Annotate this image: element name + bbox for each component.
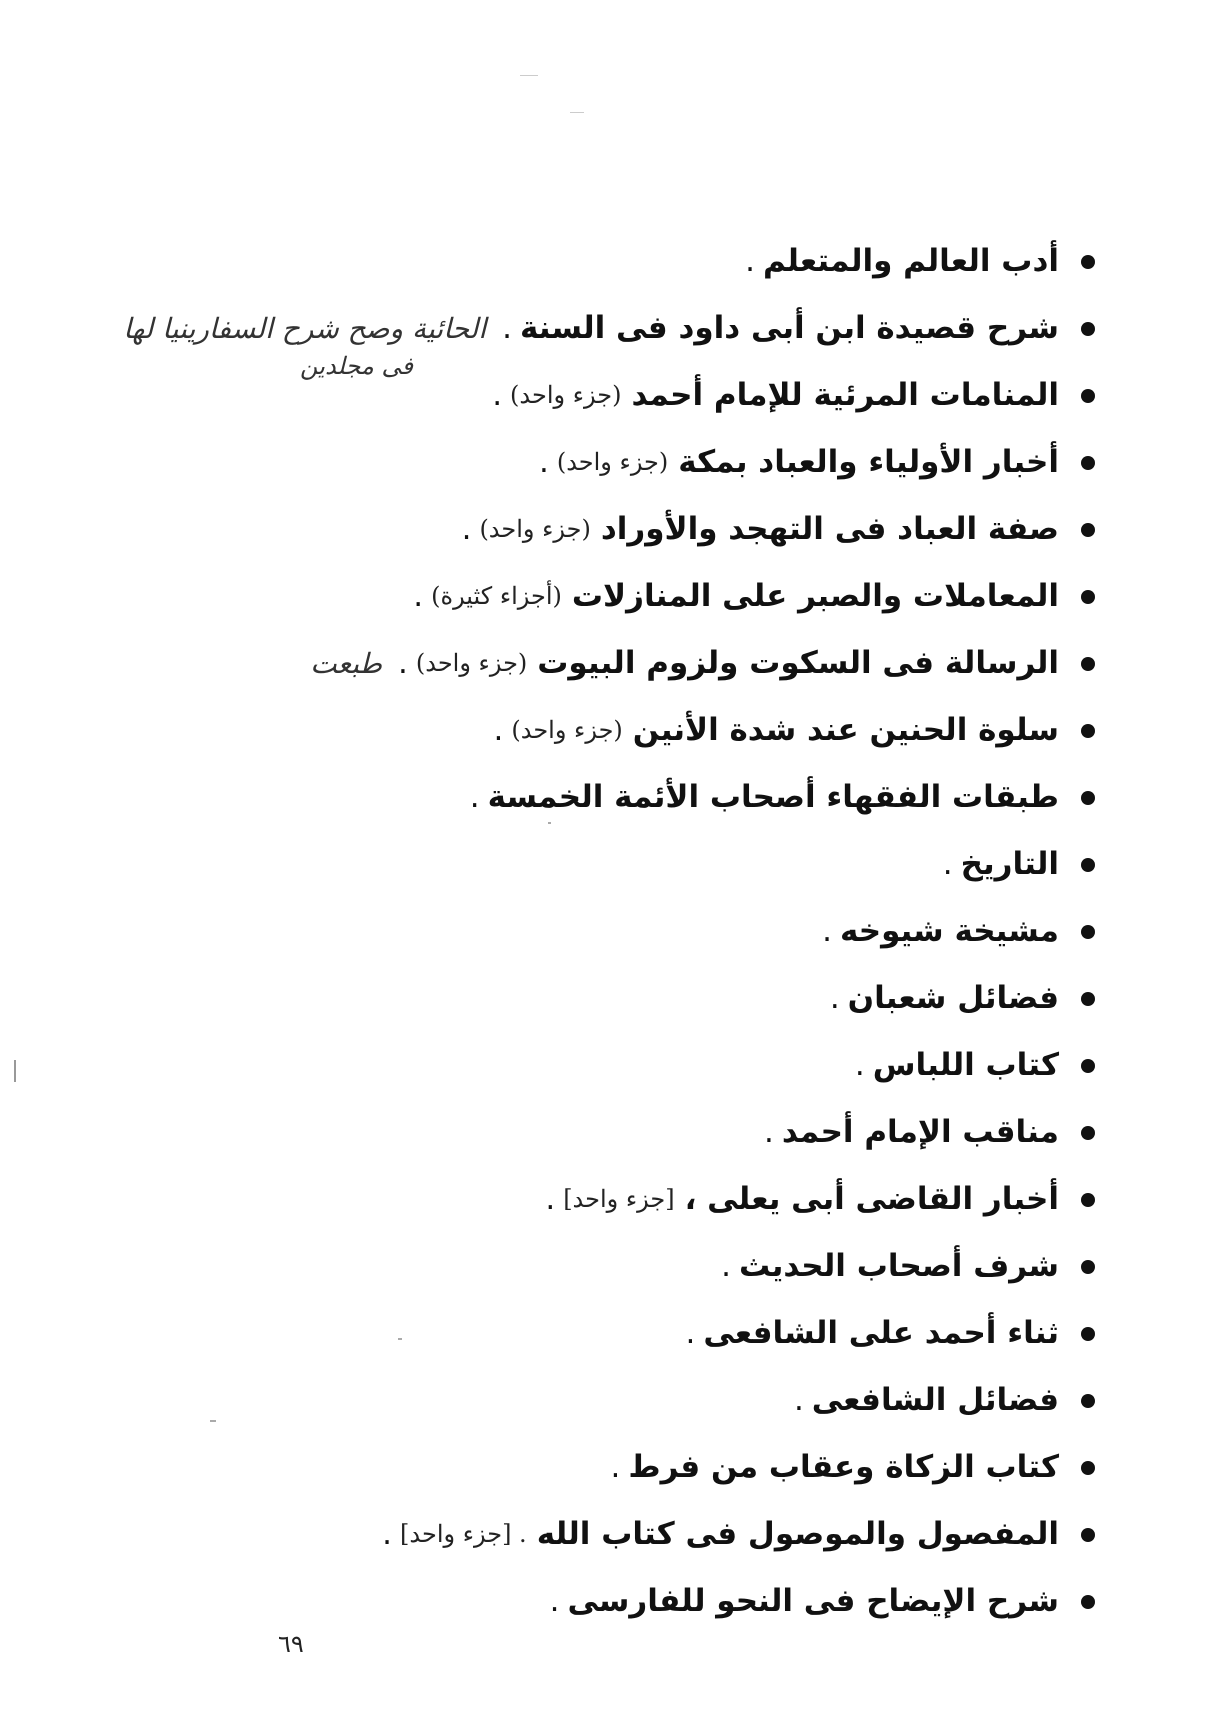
- list-item: [95, 764, 1095, 831]
- book-title: شرف أصحاب الحديث: [738, 1248, 1059, 1284]
- item-end-mark: .: [745, 243, 755, 279]
- book-title: صفة العباد فى التهجد والأوراد: [600, 511, 1059, 547]
- list-item: [95, 1367, 1095, 1434]
- bullet-icon: [1081, 992, 1095, 1006]
- bullet-icon: [1081, 1327, 1095, 1341]
- book-title: طبقات الفقهاء أصحاب الأئمة الخمسة: [487, 779, 1059, 815]
- book-title: مناقب الإمام أحمد: [781, 1114, 1059, 1150]
- list-item: [95, 362, 1095, 429]
- item-end-mark: .: [764, 1114, 774, 1150]
- handwritten-annotation: طبعت: [310, 647, 382, 680]
- book-title: سلوة الحنين عند شدة الأنين: [632, 712, 1059, 748]
- item-end-mark: .: [545, 1181, 556, 1217]
- list-item: [95, 697, 1095, 764]
- list-item: [95, 630, 1095, 697]
- bullet-icon: [1081, 1260, 1095, 1274]
- item-end-mark: .: [461, 511, 472, 547]
- volume-note: (جزء واحد): [415, 649, 528, 677]
- bullet-icon: [1081, 1394, 1095, 1408]
- list-item: [95, 965, 1095, 1032]
- list-item: [95, 1501, 1095, 1568]
- item-end-mark: .: [469, 779, 480, 815]
- bullet-icon: [1081, 255, 1095, 269]
- item-end-mark: .: [382, 1516, 393, 1552]
- book-title: كتاب اللباس: [872, 1047, 1059, 1083]
- book-title: ثناء أحمد على الشافعى: [703, 1315, 1059, 1351]
- bullet-icon: [1081, 1461, 1095, 1475]
- item-end-mark: .: [398, 645, 408, 681]
- item-end-mark: .: [942, 846, 953, 882]
- item-end-mark: .: [492, 377, 503, 413]
- book-title: أخبار الأولياء والعباد بمكة: [678, 444, 1059, 480]
- book-title: أخبار القاضى أبى يعلى ،: [684, 1181, 1059, 1217]
- list-item: [95, 496, 1095, 563]
- list-item: [95, 1233, 1095, 1300]
- book-title: المنامات المرئية للإمام أحمد: [631, 377, 1059, 413]
- volume-note: (جزء واحد): [479, 515, 591, 543]
- bullet-icon: [1081, 523, 1095, 537]
- bullet-icon: [1081, 590, 1095, 604]
- item-end-mark: .: [822, 913, 832, 949]
- book-title: الرسالة فى السكوت ولزوم البيوت: [537, 645, 1059, 681]
- book-title: مشيخة شيوخه: [839, 913, 1059, 949]
- list-item: [95, 1166, 1095, 1233]
- bullet-icon: [1081, 1193, 1095, 1207]
- scan-speck: [14, 1060, 16, 1082]
- volume-note: (أجزاء كثيرة): [431, 582, 562, 610]
- bullet-icon: [1081, 858, 1095, 872]
- list-item: [95, 1300, 1095, 1367]
- bullet-icon: [1081, 322, 1095, 336]
- page-number: ٦٩: [278, 1630, 304, 1658]
- book-title: فضائل شعبان: [847, 980, 1059, 1016]
- list-item: [95, 429, 1095, 496]
- volume-note: . [جزء واحد]: [400, 1520, 527, 1548]
- bullet-icon: [1081, 1595, 1095, 1609]
- item-end-mark: .: [610, 1449, 621, 1485]
- list-item: [95, 228, 1095, 295]
- book-title: كتاب الزكاة وعقاب من فرط: [628, 1449, 1059, 1485]
- handwritten-margin-note: فى مجلدين: [300, 352, 413, 380]
- list-item: [95, 295, 1095, 362]
- book-title: شرح الإيضاح فى النحو للفارسى: [567, 1583, 1059, 1619]
- list-item: [95, 563, 1095, 630]
- bullet-icon: [1081, 1059, 1095, 1073]
- item-end-mark: .: [502, 310, 512, 346]
- list-item: [95, 831, 1095, 898]
- volume-note: [جزء واحد]: [563, 1185, 675, 1213]
- item-end-mark: .: [793, 1382, 804, 1418]
- book-title: فضائل الشافعى: [811, 1382, 1059, 1418]
- book-title: التاريخ: [960, 846, 1059, 882]
- book-list: [95, 228, 1095, 1635]
- book-title: المفصول والموصول فى كتاب الله: [536, 1516, 1059, 1552]
- bullet-icon: [1081, 456, 1095, 470]
- handwritten-annotation: الحائية وصح شرح السفارينيا لها: [123, 312, 487, 345]
- list-item: [95, 1434, 1095, 1501]
- book-title: شرح قصيدة ابن أبى داود فى السنة: [519, 310, 1059, 346]
- bullet-icon: [1081, 925, 1095, 939]
- book-title: المعاملات والصبر على المنازلات: [571, 578, 1059, 614]
- bullet-icon: [1081, 724, 1095, 738]
- scan-speck: [520, 75, 538, 76]
- bullet-icon: [1081, 657, 1095, 671]
- list-item: [95, 1568, 1095, 1635]
- volume-note: (جزء واحد): [511, 716, 623, 744]
- bullet-icon: [1081, 791, 1095, 805]
- book-title: أدب العالم والمتعلم: [762, 243, 1059, 279]
- item-end-mark: .: [854, 1047, 865, 1083]
- volume-note: (جزء واحد): [556, 448, 669, 476]
- item-end-mark: .: [538, 444, 549, 480]
- item-end-mark: .: [549, 1583, 560, 1619]
- scan-speck: [570, 112, 584, 113]
- scan-speck: [398, 1338, 402, 1340]
- scan-speck: [548, 822, 551, 824]
- bullet-icon: [1081, 1528, 1095, 1542]
- volume-note: (جزء واحد): [510, 381, 622, 409]
- bullet-icon: [1081, 1126, 1095, 1140]
- list-item: [95, 898, 1095, 965]
- list-item: [95, 1032, 1095, 1099]
- item-end-mark: .: [721, 1248, 731, 1284]
- list-item: [95, 1099, 1095, 1166]
- item-end-mark: .: [493, 712, 504, 748]
- item-end-mark: .: [413, 578, 424, 614]
- item-end-mark: .: [829, 980, 840, 1016]
- item-end-mark: .: [685, 1315, 696, 1351]
- bullet-icon: [1081, 389, 1095, 403]
- scan-speck: [210, 1420, 216, 1422]
